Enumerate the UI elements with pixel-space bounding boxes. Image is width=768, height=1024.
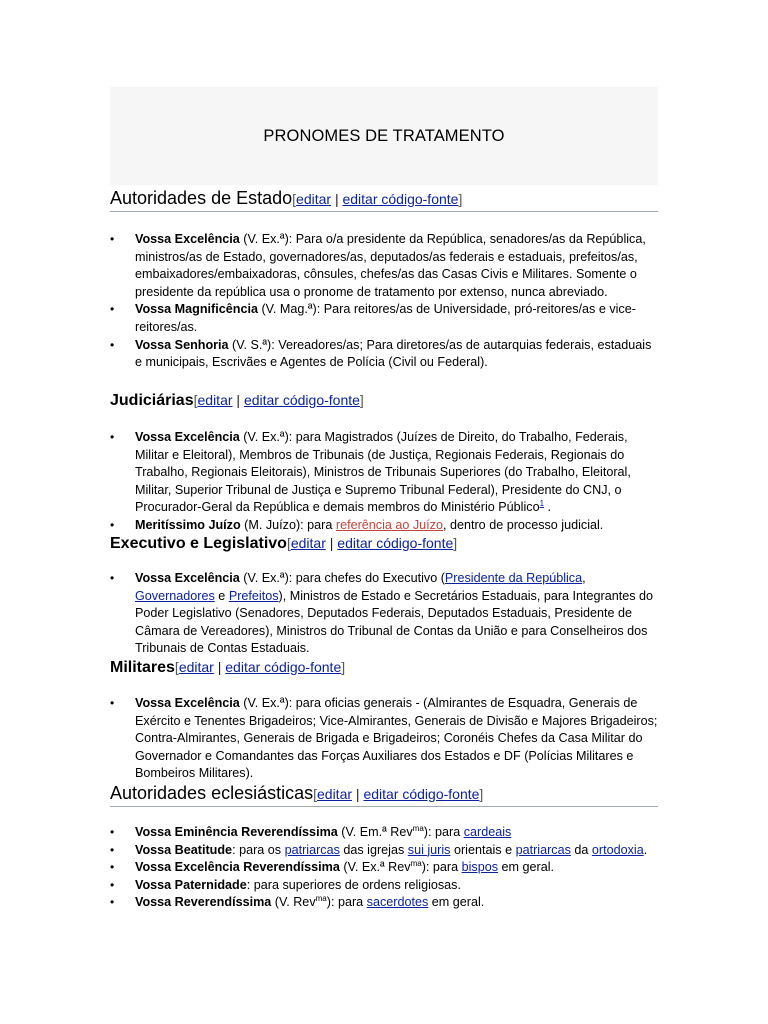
edit-source-link[interactable]: editar código-fonte <box>225 659 342 675</box>
edit-link[interactable]: editar <box>317 786 353 802</box>
list-item: • Vossa Magnificência (V. Mag.ª): Para reitores/as de Universidade, pró-reitores/as e vice-reitores/as. <box>110 301 658 336</box>
section-heading-text: Militares <box>110 659 175 676</box>
section-heading-text: Executivo e Legislativo <box>110 535 287 552</box>
list-item: • Vossa Excelência (V. Ex.ª): para chefes do Executivo (Presidente da República, Governadores e Prefeitos), Ministros de Estado e Secretários Estaduais, para Integrantes do Poder Legislativo (Senadores, Deputados Federais, Deputados Estaduais, Presidente de Câmara de Vereadores), Ministros do Tribunal de Contas da União e para Conselheiros dos Tribunais de Contas Estaduais. <box>110 570 658 658</box>
list-item: • Vossa Reverendíssima (V. Rev$^{ma}$): para sacerdotes em geral. <box>110 894 658 912</box>
section-heading: Judiciárias[editar | editar código-fonte] <box>110 392 364 409</box>
section-heading: Militares[editar | editar código-fonte] <box>110 659 346 676</box>
page-title: PRONOMES DE TRATAMENTO <box>263 127 505 145</box>
section-executivo-legislativo <box>110 533 658 658</box>
section-heading-text: Autoridades de Estado <box>110 188 293 208</box>
item-list <box>110 570 658 658</box>
list-item: • Vossa Excelência Reverendíssima (V. Ex.ª Rev$^{ma}$): para bispos em geral. <box>110 859 658 877</box>
section-heading: Executivo e Legislativo[editar | editar código-fonte] <box>110 535 458 552</box>
section-heading: Autoridades eclesiásticas[editar | editar código-fonte] <box>110 783 484 803</box>
bispos-link[interactable]: bispos <box>461 860 499 875</box>
edit-source-link[interactable]: editar código-fonte <box>243 392 360 408</box>
item-list <box>110 429 658 535</box>
section-heading-text: Judiciárias <box>110 392 194 409</box>
edit-link[interactable]: editar <box>296 191 332 207</box>
title-box <box>110 87 658 185</box>
edit-source-link[interactable]: editar código-fonte <box>337 535 454 551</box>
section-heading-text: Autoridades eclesiásticas <box>110 783 314 803</box>
footnote-link[interactable]: 1 <box>539 499 545 509</box>
item-list <box>110 695 658 783</box>
edit-source-link[interactable]: editar código-fonte <box>363 786 480 802</box>
presidente-link[interactable]: Presidente da República <box>444 571 583 585</box>
patriarcas-link[interactable]: patriarcas <box>284 842 340 857</box>
list-item: • Vossa Excelência (V. Ex.ª): para Magistrados (Juízes de Direito, do Trabalho, Federais, Militar e Eleitoral), Membros de Tribunais (de Justiça, Regionais Federais, Regionais do Trabalho, Regionais Eleitorais), Ministros de Tribunais Superiores (do Trabalho, Eleitoral, Militar, Superior Tribunal de Justiça e Supremo Tribunal Federal), Presidente do CNJ, o Procurador-Geral da República e demais membros do Ministério Público$^1$ . <box>110 429 658 517</box>
edit-link[interactable]: editar <box>178 659 214 675</box>
patriarcas-link-2[interactable]: patriarcas <box>515 842 571 857</box>
edit-link[interactable]: editar <box>197 392 233 408</box>
list-item: • Vossa Excelência (V. Ex.ª): para oficias generais - (Almirantes de Esquadra, Generais de Exército e Tenentes Brigadeiros; Vice-Almirantes, Generais de Divisão e Majores Brigadeiros; Contra-Almirantes, Generais de Brigada e Brigadeiros; Coronéis Chefes da Casa Militar do Governador e Comandantes das Forças Auxiliares dos Estados e DF (Polícias Militares e Bombeiros Militares). <box>110 695 658 783</box>
edit-link[interactable]: editar <box>290 535 326 551</box>
section-heading: Autoridades de Estado[editar | editar código-fonte] <box>110 188 463 208</box>
list-item: • Vossa Excelência (V. Ex.ª): Para o/a presidente da República, senadores/as da República, ministros/as de Estado, governadores/as, deputados/as federais e estaduais, prefeitos/as, embaixadores/embaixadoras, cônsules, chefes/as das Casas Civis e Militares. Somente o presidente da república usa o pronome de tratamento por extenso, nunca abreviado. <box>110 231 658 301</box>
referencia-juizo-link[interactable]: referência ao Juízo <box>335 517 443 532</box>
sui-juris-link[interactable]: sui juris <box>407 842 451 857</box>
item-list <box>110 824 658 912</box>
section-militares <box>110 657 658 783</box>
heading-rule <box>110 211 658 212</box>
section-judiciarias <box>110 390 658 535</box>
list-item: • Meritíssimo Juízo (M. Juízo): para referência ao Juízo, dentro de processo judicial. <box>110 517 658 535</box>
sacerdotes-link[interactable]: sacerdotes <box>366 895 429 910</box>
list-item: • Vossa Paternidade: para superiores de ordens religiosas. <box>110 877 658 895</box>
list-item: • Vossa Eminência Reverendíssima (V. Em.ª Rev$^{ma}$): para cardeais <box>110 824 658 842</box>
list-item: • Vossa Senhoria (V. S.ª): Vereadores/as; Para diretores/as de autarquias federais, estaduais e municipais, Escrivães e Agentes de Polícia (Civil ou Federal). <box>110 337 658 372</box>
ortodoxia-link[interactable]: ortodoxia <box>591 842 644 857</box>
heading-rule <box>110 806 658 807</box>
prefeitos-link[interactable]: Prefeitos <box>228 588 279 603</box>
cardeais-link[interactable]: cardeais <box>463 825 512 839</box>
edit-source-link[interactable]: editar código-fonte <box>342 191 459 207</box>
list-item: • Vossa Beatitude: para os patriarcas das igrejas sui juris orientais e patriarcas da ortodoxia. <box>110 842 658 860</box>
item-list <box>110 231 658 372</box>
section-autoridades-de-estado <box>110 187 658 372</box>
governadores-link[interactable]: Governadores <box>135 588 215 603</box>
section-autoridades-eclesiasticas <box>110 782 658 912</box>
